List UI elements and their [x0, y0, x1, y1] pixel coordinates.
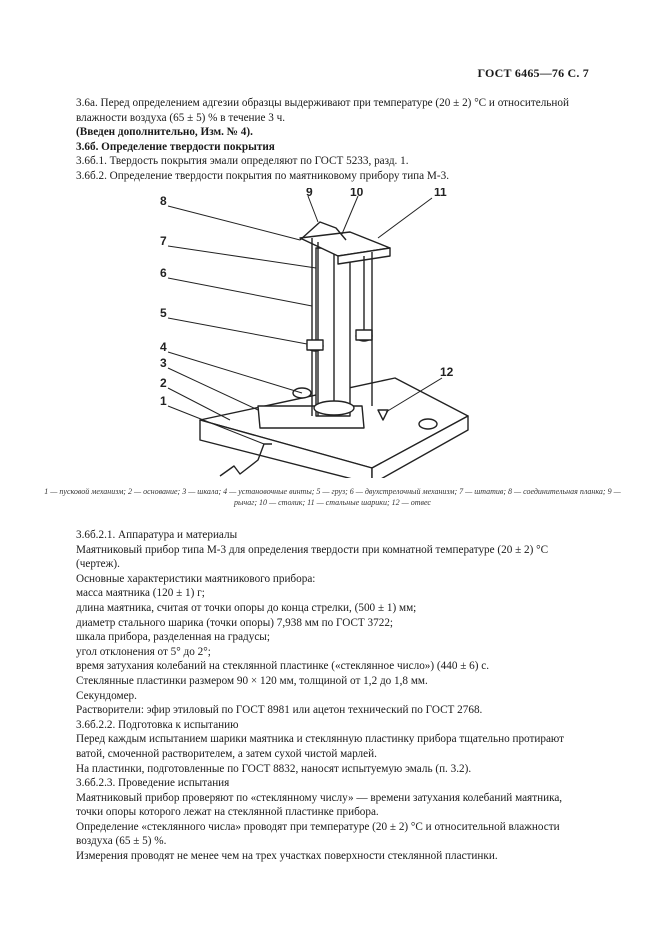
spec-angle: угол отклонения от 5° до 2°; [76, 645, 211, 658]
spec-mass: масса маятника (120 ± 1) г; [76, 587, 205, 600]
paragraph-3-6b-1: 3.6б.1. Твердость покрытия эмали определяют по ГОСТ 5233, разд. 1. [76, 155, 409, 168]
stopwatch: Секундомер. [76, 689, 137, 702]
stand-post [316, 248, 350, 416]
page-header: ГОСТ 6465—76 С. 7 [477, 66, 589, 80]
table-10 [314, 401, 354, 415]
bottom-text-block [76, 528, 584, 864]
label-1: 1 [160, 394, 167, 408]
label-5: 5 [160, 306, 167, 320]
label-6: 6 [160, 266, 167, 280]
label-4: 4 [160, 340, 167, 354]
glass-number-check: Маятниковый прибор проверяют по «стеклянному числу» — времени затухания колебаний маятника, точки опоры которого лежат на стеклянной пластинке прибора. [76, 791, 563, 819]
label-3: 3 [160, 356, 167, 370]
section-heading-3-6b: 3.6б. Определение твердости покрытия [76, 140, 275, 153]
spec-ball-diameter: диаметр стального шарика (точки опоры) 7,938 мм по ГОСТ 3722; [76, 616, 394, 629]
subsection-apparatus: 3.6б.2.1. Аппаратура и материалы [76, 529, 238, 541]
glass-number-conditions: Определение «стеклянного числа» проводят при температуре (20 ± 2) °С и относительной влажности воздуха (65 ± 5) %. [76, 820, 560, 848]
paragraph-3-6b-2: 3.6б.2. Определение твердости покрытия по маятниковому прибору типа М-3. [76, 169, 449, 182]
label-12: 12 [440, 365, 454, 379]
label-7: 7 [160, 234, 167, 248]
measurement-areas: Измерения проводят не менее чем на трех участках поверхности стеклянной пластинки. [76, 850, 498, 863]
spec-damping-time: время затухания колебаний на стеклянной пластинке («стеклянное число») (440 ± 6) с. [76, 660, 490, 673]
label-11: 11 [434, 188, 447, 199]
solvents: Растворители: эфир этиловый по ГОСТ 8981 или ацетон технический по ГОСТ 2768. [76, 704, 483, 717]
label-10: 10 [350, 188, 364, 199]
enamel-application: На пластинки, подготовленные по ГОСТ 8832, наносят испытуемую эмаль (п. 3.2). [76, 762, 472, 775]
label-8: 8 [160, 194, 167, 208]
preparation-text: Перед каждым испытанием шарики маятника и стеклянную пластинку прибора тщательно протирают ватой, смоченной растворителем, а затем сухой чистой марлей. [76, 733, 565, 760]
top-text-block [76, 96, 584, 184]
device-description: Маятниковый прибор типа М-3 для определения твердости при комнатной температуре (20 ± 2) °С (чертеж). [76, 543, 549, 571]
spec-length: длина маятника, считая от точки опоры до конца стрелки, (500 ± 1) мм; [76, 601, 417, 614]
subsection-preparation: 3.6б.2.2. Подготовка к испытанию [76, 718, 239, 731]
label-2: 2 [160, 376, 167, 390]
label-9: 9 [306, 188, 313, 199]
adjusting-screw-right [419, 419, 437, 429]
figure-caption: 1 — пусковой механизм; 2 — основание; 3 — шкала; 4 — установочные винты; 5 — груз; 6 — двухстрелочный механизм; 7 — штатив; 8 — соединительная планка; 9 — рычаг; 10 — столик; 11 — стальные шарики; 12 — отвес [44, 487, 621, 507]
spec-scale: шкала прибора, разделенная на градусы; [76, 631, 270, 644]
pendulum-device-drawing [150, 188, 490, 478]
amendment-note: (Введен дополнительно, Изм. № 4). [76, 126, 253, 139]
paragraph-3-6a: 3.6а. Перед определением адгезии образцы выдерживают при температуре (20 ± 2) °С и относительной влажности воздуха (65 ± 5) % в течение 3 ч. [76, 97, 569, 124]
subsection-testing: 3.6б.2.3. Проведение испытания [76, 777, 230, 790]
glass-plates: Стеклянные пластинки размером 90 × 120 мм, толщиной от 1,2 до 1,8 мм. [76, 674, 428, 687]
characteristics-intro: Основные характеристики маятникового прибора: [76, 572, 316, 585]
